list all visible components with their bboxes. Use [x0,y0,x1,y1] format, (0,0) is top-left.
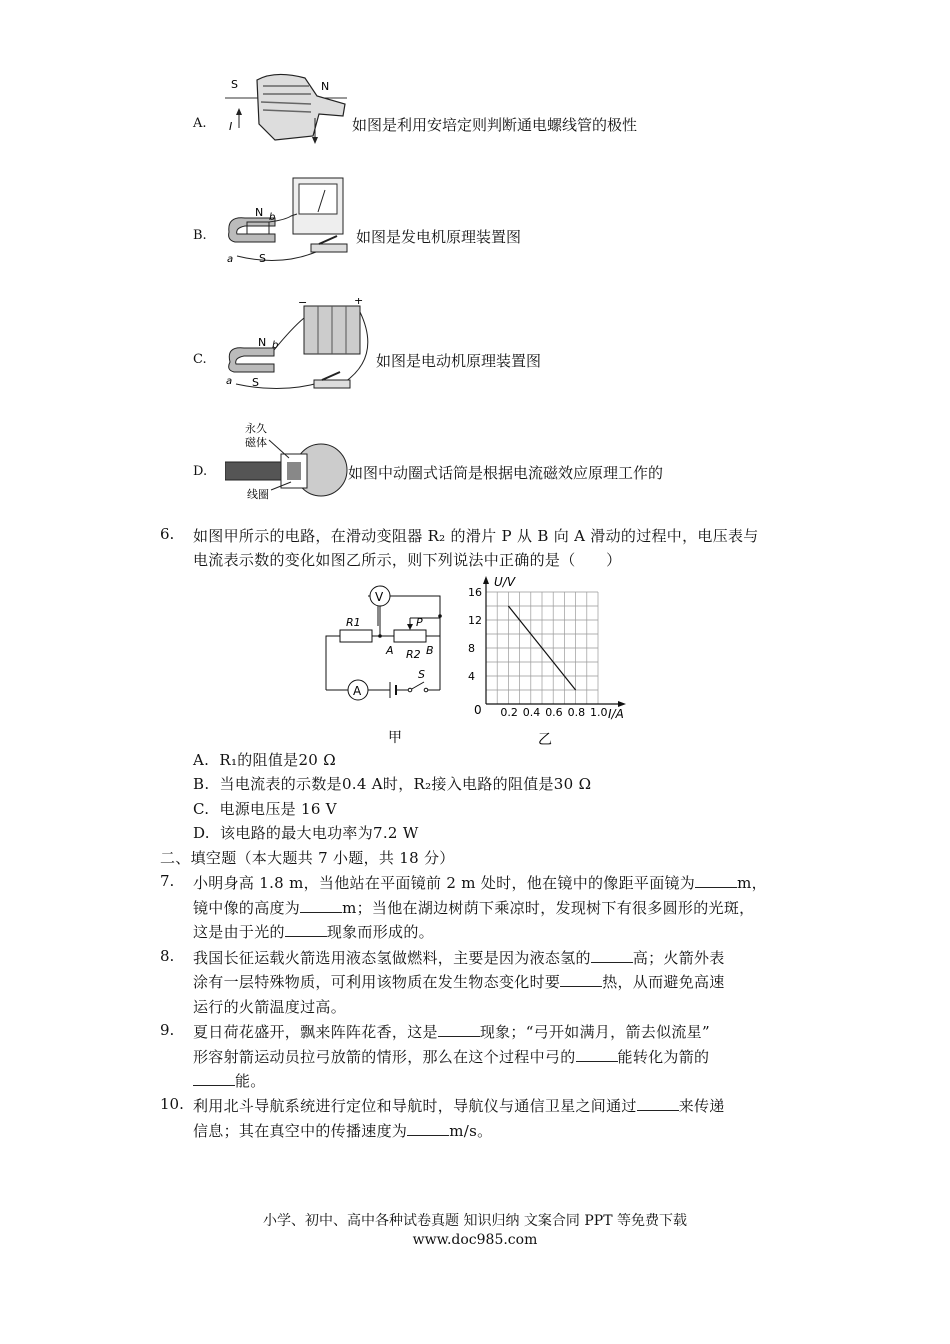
microphone-figure [225,418,350,502]
fig-c-b: b [272,340,279,351]
option-letter-a: A. [193,116,207,131]
fig-a-s: S [231,78,238,91]
circuit-r2: R2 [406,648,421,661]
fig-a-n: N [321,80,330,93]
fig-b-a: a [227,254,234,265]
q9-blank1[interactable] [438,1024,480,1037]
circuit-s: S [418,668,425,681]
q10-blank1[interactable] [637,1098,679,1111]
circuit-caption: 甲 [388,730,402,746]
circuit-ammeter: A [353,684,362,698]
fig-b-s: S [259,252,266,265]
q7-number: 7. [160,872,175,890]
y-tick-label: 16 [468,586,482,599]
q7-line2: 镜中像的高度为 m；当他在湖边树荫下乘凉时，发现树下有很多圆形的光斑， [193,899,755,917]
fig-b-b: b [269,212,276,223]
x-tick-label: 0.8 [567,706,586,719]
section-2-title: 二、填空题（本大题共 7 小题，共 18 分） [160,849,455,867]
x-tick-label: 0.4 [522,706,541,719]
x-tick-label: 1.0 [590,706,608,719]
circuit-a: A [386,644,394,657]
q8-blank2[interactable] [560,974,602,987]
q6-number: 6. [160,525,175,543]
y-tick-label: 8 [468,642,475,655]
q10-number: 10. [160,1095,184,1113]
q7-blank1[interactable] [695,875,737,888]
fig-b-n: N [255,206,264,219]
fig-d-magnet1: 永久 [245,422,267,435]
option-b-text: 如图是发电机原理装置图 [356,228,522,246]
q10-blank2[interactable] [407,1123,449,1136]
footer-line1: 小学、初中、高中各种试卷真题 知识归纳 文案合同 PPT 等免费下载 [263,1213,687,1229]
q6-line1: 如图甲所示的电路，在滑动变阻器 R₂ 的滑片 P 从 B 向 A 滑动的过程中，电压表与 [193,527,759,545]
solenoid-hand-figure [225,68,350,146]
circuit-b: B [426,644,434,657]
q6-option-d: D. 该电路的最大电功率为7.2 W [193,824,419,842]
q9-line1: 夏日荷花盛开，飘来阵阵花香，这是 现象；“弓开如满月，箭去似流星” [193,1023,710,1041]
q10-line2: 信息；其在真空中的传播速度为 m/s。 [193,1122,493,1140]
graph-caption: 乙 [538,732,552,748]
fig-a-i: I [229,120,233,133]
graph-axes [483,576,626,707]
q8-line1: 我国长征运载火箭选用液态氢做燃料，主要是因为液态氢的 高；火箭外表 [193,949,725,967]
q9-blank3[interactable] [193,1073,235,1086]
fig-c-a: a [226,376,233,387]
q8-line3: 运行的火箭温度过高。 [193,998,347,1016]
y-tick-label: 4 [468,670,475,683]
y-tick-label: 12 [468,614,482,627]
q6-option-a: A. R₁的阻值是20 Ω [193,751,336,769]
q9-number: 9. [160,1021,175,1039]
y-axis-arrow [483,576,489,584]
q6-line2: 电流表示数的变化如图乙所示，则下列说法中正确的是（ ） [193,551,622,569]
circuit-r1: R1 [346,616,361,629]
q6-option-c: C. 电源电压是 16 V [193,800,337,818]
x-tick-label: 0.2 [500,706,518,719]
option-letter-b: B. [193,228,207,243]
q8-blank1[interactable] [591,950,633,963]
x-tick-label: 0.6 [545,706,563,719]
fig-c-s: S [252,376,259,389]
q7-blank3[interactable] [285,924,327,937]
q8-line2: 涂有一层特殊物质，可利用该物质在发生物态变化时要 热，从而避免高速 [193,973,725,991]
fig-d-magnet2: 磁体 [245,436,267,449]
motor-figure [222,298,372,396]
fig-c-n: N [258,336,267,349]
circuit-v: V [375,590,384,604]
circuit-p: P [416,616,423,629]
circuit-diagram [318,580,448,746]
option-letter-c: C. [193,352,207,367]
q8-number: 8. [160,947,175,965]
q9-line2: 形容射箭运动员拉弓放箭的情形，那么在这个过程中弓的 能转化为箭的 [193,1048,710,1066]
option-letter-d: D. [193,464,208,479]
ui-graph [462,572,632,752]
option-d-text: 如图中动圈式话筒是根据电流磁效应原理工作的 [348,464,664,482]
graph-xlabel: I/A [608,707,624,721]
graph-origin: 0 [474,703,482,717]
fig-c-plus: + [354,298,364,307]
option-c-text: 如图是电动机原理装置图 [376,352,542,370]
graph-ylabel: U/V [494,575,516,589]
generator-figure [225,176,353,268]
fig-d-coil: 线圈 [247,488,269,501]
option-a-text: 如图是利用安培定则判断通电螺线管的极性 [352,116,638,134]
q7-line3: 这是由于光的 现象而形成的。 [193,923,434,941]
footer-link[interactable]: www.doc985.com [412,1232,538,1248]
q7-line1: 小明身高 1.8 m，当他站在平面镜前 2 m 处时，他在镜中的像距平面镜为 m， [193,874,767,892]
q7-blank2[interactable] [300,900,342,913]
q6-option-b: B. 当电流表的示数是0.4 A时，R₂接入电路的阻值是30 Ω [193,775,592,793]
fig-c-minus: − [298,298,308,309]
q10-line1: 利用北斗导航系统进行定位和导航时，导航仪与通信卫星之间通过 来传递 [193,1097,725,1115]
q9-blank2[interactable] [576,1049,618,1062]
q9-line3: 能。 [193,1070,266,1091]
